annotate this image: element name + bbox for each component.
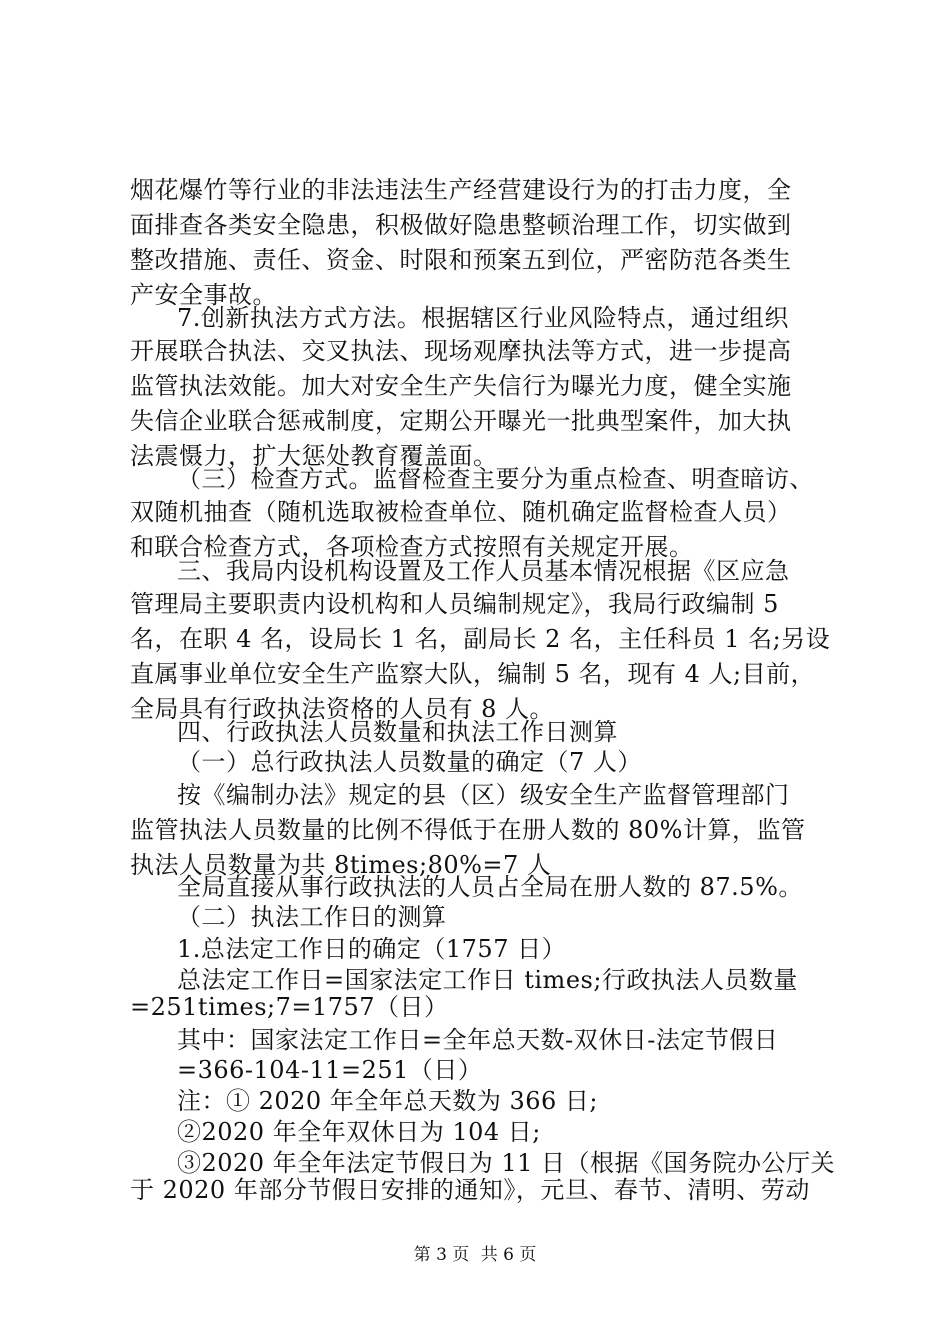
text-line: 监管执法人员数量的比例不得低于在册人数的 80%计算，监管 [130, 816, 806, 844]
text-line: 执法人员数量为共 8times;80%=7 人 [130, 851, 552, 879]
text-line: 面排查各类安全隐患，积极做好隐患整顿治理工作，切实做到 [130, 211, 792, 239]
text-line: 开展联合执法、交叉执法、现场观摩执法等方式，进一步提高 [130, 337, 792, 365]
note-line: 注：① 2020 年全年总天数为 366 日; [177, 1087, 598, 1115]
text-line: 和联合检查方式，各项检查方式按照有关规定开展。 [130, 533, 694, 561]
text-line: 总法定工作日=国家法定工作日 times;行政执法人员数量 [177, 966, 798, 994]
note-line: ③2020 年全年法定节假日为 11 日（根据《国务院办公厅关 [177, 1149, 836, 1177]
text-line: 监管执法效能。加大对安全生产失信行为曝光力度，健全实施 [130, 372, 792, 400]
subsection-heading: （一）总行政执法人员数量的确定（7 人） [177, 748, 642, 776]
page-total: 共 6 页 [480, 1245, 537, 1265]
text-line: 产安全事故。 [130, 281, 277, 309]
text-line: 于 2020 年部分节假日安排的通知》，元旦、春节、清明、劳动 [130, 1176, 810, 1204]
section-heading: 四、行政执法人员数量和执法工作日测算 [177, 718, 618, 746]
text-line: 直属事业单位安全生产监察大队，编制 5 名，现有 4 人;目前， [130, 660, 816, 688]
text-line: =251times;7=1757（日） [130, 993, 449, 1021]
text-line: 三、我局内设机构设置及工作人员基本情况根据《区应急 [177, 557, 790, 585]
text-line: 整改措施、责任、资金、时限和预案五到位，严密防范各类生 [130, 246, 792, 274]
text-line: 按《编制办法》规定的县（区）级安全生产监督管理部门 [177, 781, 790, 809]
text-line: 管理局主要职责内设机构和人员编制规定》，我局行政编制 5 [130, 590, 779, 618]
text-line: 双随机抽查（随机选取被检查单位、随机确定监督检查人员） [130, 498, 792, 526]
text-line: 名，在职 4 名，设局长 1 名，副局长 2 名，主任科员 1 名;另设 [130, 625, 831, 653]
subsection-heading: （二）执法工作日的测算 [177, 903, 447, 931]
text-line: 全局直接从事行政执法的人员占全局在册人数的 87.5%。 [177, 873, 803, 901]
text-line: 其中：国家法定工作日=全年总天数-双休日-法定节假日 [177, 1026, 779, 1054]
text-line: （三）检查方式。监督检查主要分为重点检查、明查暗访、 [177, 465, 814, 493]
text-line: 法震慑力，扩大惩处教育覆盖面。 [130, 442, 498, 470]
page-number: 第 3 页 [413, 1245, 470, 1265]
page-footer [0, 1245, 950, 1265]
text-line: 烟花爆竹等行业的非法违法生产经营建设行为的打击力度，全 [130, 176, 792, 204]
text-line: =366-104-11=251（日） [177, 1056, 483, 1084]
text-line: 全局具有行政执法资格的人员有 8 人。 [130, 695, 555, 723]
text-line: 1.总法定工作日的确定（1757 日） [177, 935, 567, 963]
text-line: 7.创新执法方式方法。根据辖区行业风险特点，通过组织 [177, 304, 789, 332]
note-line: ②2020 年全年双休日为 104 日; [177, 1118, 541, 1146]
text-line: 失信企业联合惩戒制度，定期公开曝光一批典型案件，加大执 [130, 407, 792, 435]
